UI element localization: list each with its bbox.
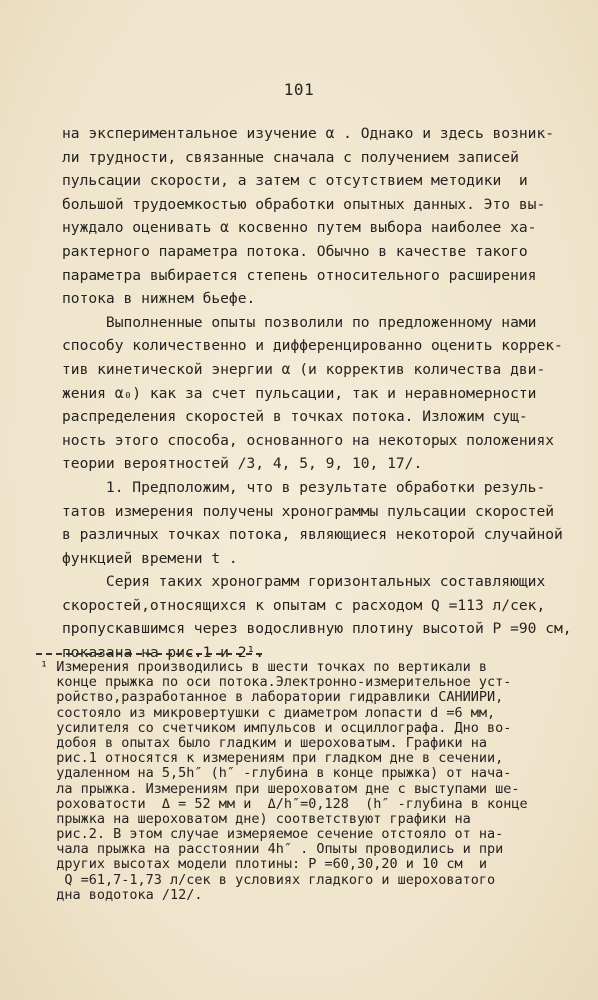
- text-line: ли трудности, связанные сначала с получением записей: [62, 148, 519, 166]
- footnote-line: чала прыжка на расстоянии 4h″ . Опыты проводились и при: [40, 841, 504, 858]
- footnote-line: Q =61,7-1,73 л/сек в условиях гладкого и шероховатого: [40, 871, 496, 888]
- text-line: тив кинетической энергии α (и корректив количества дви-: [62, 360, 546, 378]
- main-text: [62, 122, 582, 665]
- footnote-line: добоя в опытах было гладким и шероховатым. Графики на: [40, 734, 488, 751]
- footnote-line: усилителя со счетчиком импульсов и осциллографа. Дно во-: [40, 719, 512, 736]
- footnote-line: ла прыжка. Измерениям при шероховатом дне с выступами ше-: [40, 780, 520, 797]
- footnote-line: других высотах модели плотины: P =60,30,20 и 10 см и: [40, 856, 488, 873]
- text-line: скоростей,относящихся к опытам с расходом Q =113 л/сек,: [62, 596, 546, 614]
- text-line: Выполненные опыты позволили по предложенному нами: [62, 313, 537, 331]
- text-line: способу количественно и дифференцированно оценить коррек-: [62, 337, 563, 355]
- text-line: показана на рис.1 и 2¹.: [62, 644, 265, 662]
- text-line: в различных точках потока, являющиеся некоторой случайной: [62, 526, 563, 544]
- footnote-line: рис.1 относятся к измерениям при гладком дне в сечении,: [40, 750, 504, 767]
- footnote-separator: [36, 653, 262, 655]
- text-line: на экспериментальное изучение α . Однако и здесь возник-: [62, 125, 555, 142]
- text-line: потока в нижнем бьефе.: [62, 290, 256, 308]
- text-line: теории вероятностей /3, 4, 5, 9, 10, 17/.: [62, 455, 423, 473]
- footnote-line: прыжка на шероховатом дне) соответствуют графики на: [40, 810, 471, 827]
- text-line: функцией времени t .: [62, 549, 238, 567]
- footnote-line: удаленном на 5,5h″ (h″ -глубина в конце прыжка) от нача-: [40, 765, 512, 782]
- footnote-line: ройство,разработанное в лаборатории гидравлики САНИИРИ,: [40, 689, 504, 706]
- text-line: распределения скоростей в точках потока. Изложим сущ-: [62, 408, 528, 426]
- text-line: Серия таких хронограмм горизонтальных составляющих: [62, 573, 546, 591]
- text-line: жения α₀) как за счет пульсации, так и неравномерности: [62, 384, 537, 402]
- footnote-line: ¹ Измерения производились в шести точках по вертикали в: [40, 659, 488, 675]
- footnote-line: дна водотока /12/.: [40, 886, 203, 903]
- text-line: татов измерения получены хронограммы пульсации скоростей: [62, 502, 555, 520]
- text-line: ность этого способа, основанного на некоторых положениях: [62, 431, 555, 449]
- text-line: 1. Предположим, что в результате обработки резуль-: [62, 478, 546, 496]
- footnote-line: рис.2. В этом случае измеряемое сечение отстояло от на-: [40, 826, 504, 843]
- text-line: рактерного параметра потока. Обычно в качестве такого: [62, 242, 528, 260]
- page-number: 101: [283, 80, 315, 99]
- text-line: пульсации скорости, а затем с отсутствием методики и: [62, 172, 528, 190]
- footnote-line: состояло из микровертушки с диаметром лопасти d =6 мм,: [40, 704, 496, 721]
- text-line: параметра выбирается степень относительного расширения: [62, 266, 537, 284]
- footnote-line: конце прыжка по оси потока.Электронно-измерительное уст-: [40, 674, 512, 691]
- footnote: [40, 660, 590, 903]
- text-line: нуждало оценивать α косвенно путем выбора наиболее ха-: [62, 219, 537, 237]
- footnote-line: роховатости Δ = 52 мм и Δ/h″=0,128 (h″ -глубина в конце: [40, 795, 528, 812]
- text-line: большой трудоемкостью обработки опытных данных. Это вы-: [62, 195, 546, 213]
- text-line: пропускавшимся через водосливную плотину высотой P =90 см,: [62, 620, 572, 638]
